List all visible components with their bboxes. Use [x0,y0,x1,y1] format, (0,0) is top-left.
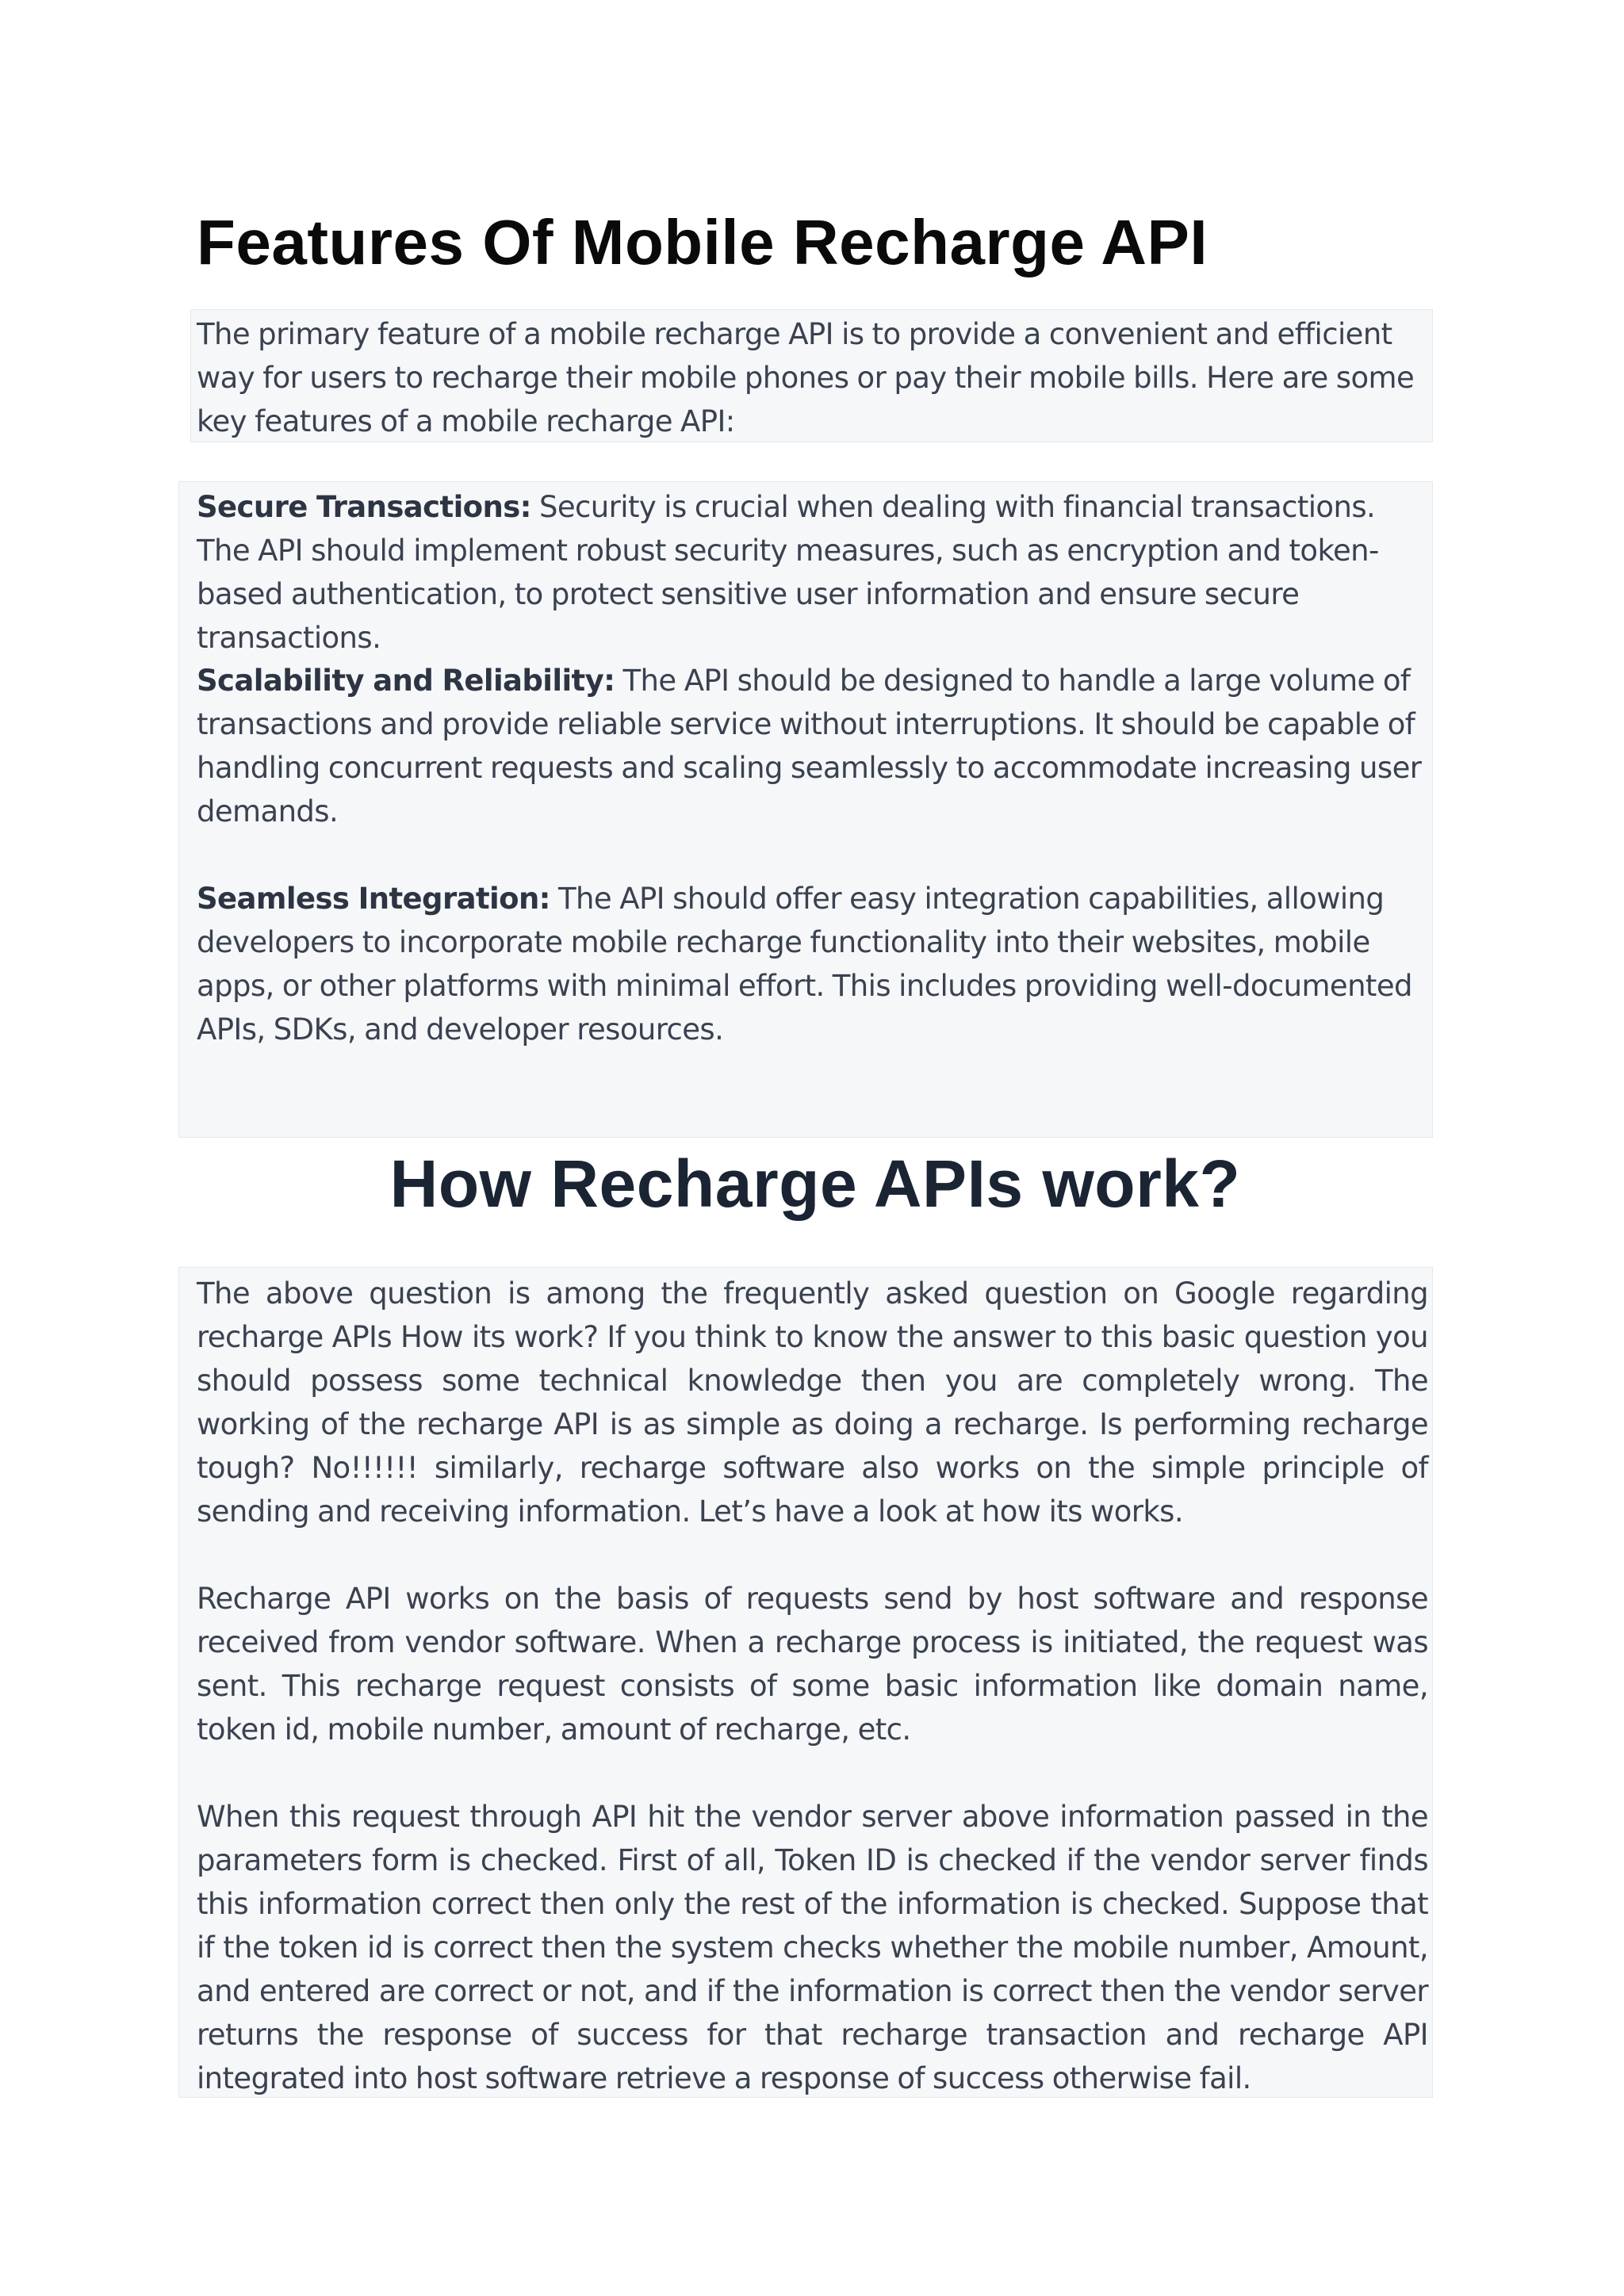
how-it-works-paragraph-1: The above question is among the frequently asked question on Google regarding recharge APIs How its work? If you think to know the answer to this basic question you should possess some technical knowledge then you are completely wrong. The working of the recharge API is as simple as doing a recharge. Is performing recharge tough? No!!!!!! similarly, recharge software also works on the simple principle of sending and receiving information. Let’s have a look at how its works. [197,1276,1428,1529]
feature-text: Security is crucial when dealing with financial transactions. The API should implement robust security measures, such as encryption and token-based authentication, to protect sensitive user information and ensure secure transactions. [197,490,1379,655]
feature-scalability-reliability [197,659,1428,833]
feature-secure-transactions [197,485,1428,660]
section-title-features: Features Of Mobile Recharge API [197,207,1208,277]
feature-label: Secure Transactions: [197,490,531,524]
how-it-works-paragraph-2: Recharge API works on the basis of requests send by host software and response received from vendor software. When a recharge process is initiated, the request was sent. This recharge request consists of some basic information like domain name, token id, mobile number, amount of recharge, etc. [197,1582,1428,1747]
feature-text: The API should offer easy integration capabilities, allowing developers to incorporate mobile recharge functionality into their websites, mobile apps, or other platforms with minimal effort. This includes providing well-documented APIs, SDKs, and developer resources. [197,882,1412,1047]
feature-text: The API should be designed to handle a large volume of transactions and provide reliable service without interruptions. It should be capable of handling concurrent requests and scaling seamlessly to accommodate increasing user demands. [197,664,1422,828]
intro-paragraph: The primary feature of a mobile recharge API is to provide a convenient and efficient way for users to recharge their mobile phones or pay their mobile bills. Here are some key features of a mobile recharge API: [197,317,1415,438]
section-title-how-it-works: How Recharge APIs work? [389,1146,1241,1221]
feature-label: Scalability and Reliability: [197,664,615,698]
how-it-works-paragraph-3: When this request through API hit the vendor server above information passed in the parameters form is checked. First of all, Token ID is checked if the vendor server finds this information correct then only the rest of the information is checked. Suppose that if the token id is correct then the system checks whether the mobile number, Amount, and entered are correct or not, and if the information is correct then the vendor server returns the response of success for that recharge transaction and recharge API integrated into host software retrieve a response of success otherwise fail. [197,1800,1428,2095]
feature-seamless-integration [197,877,1428,1051]
feature-label: Seamless Integration: [197,882,550,916]
